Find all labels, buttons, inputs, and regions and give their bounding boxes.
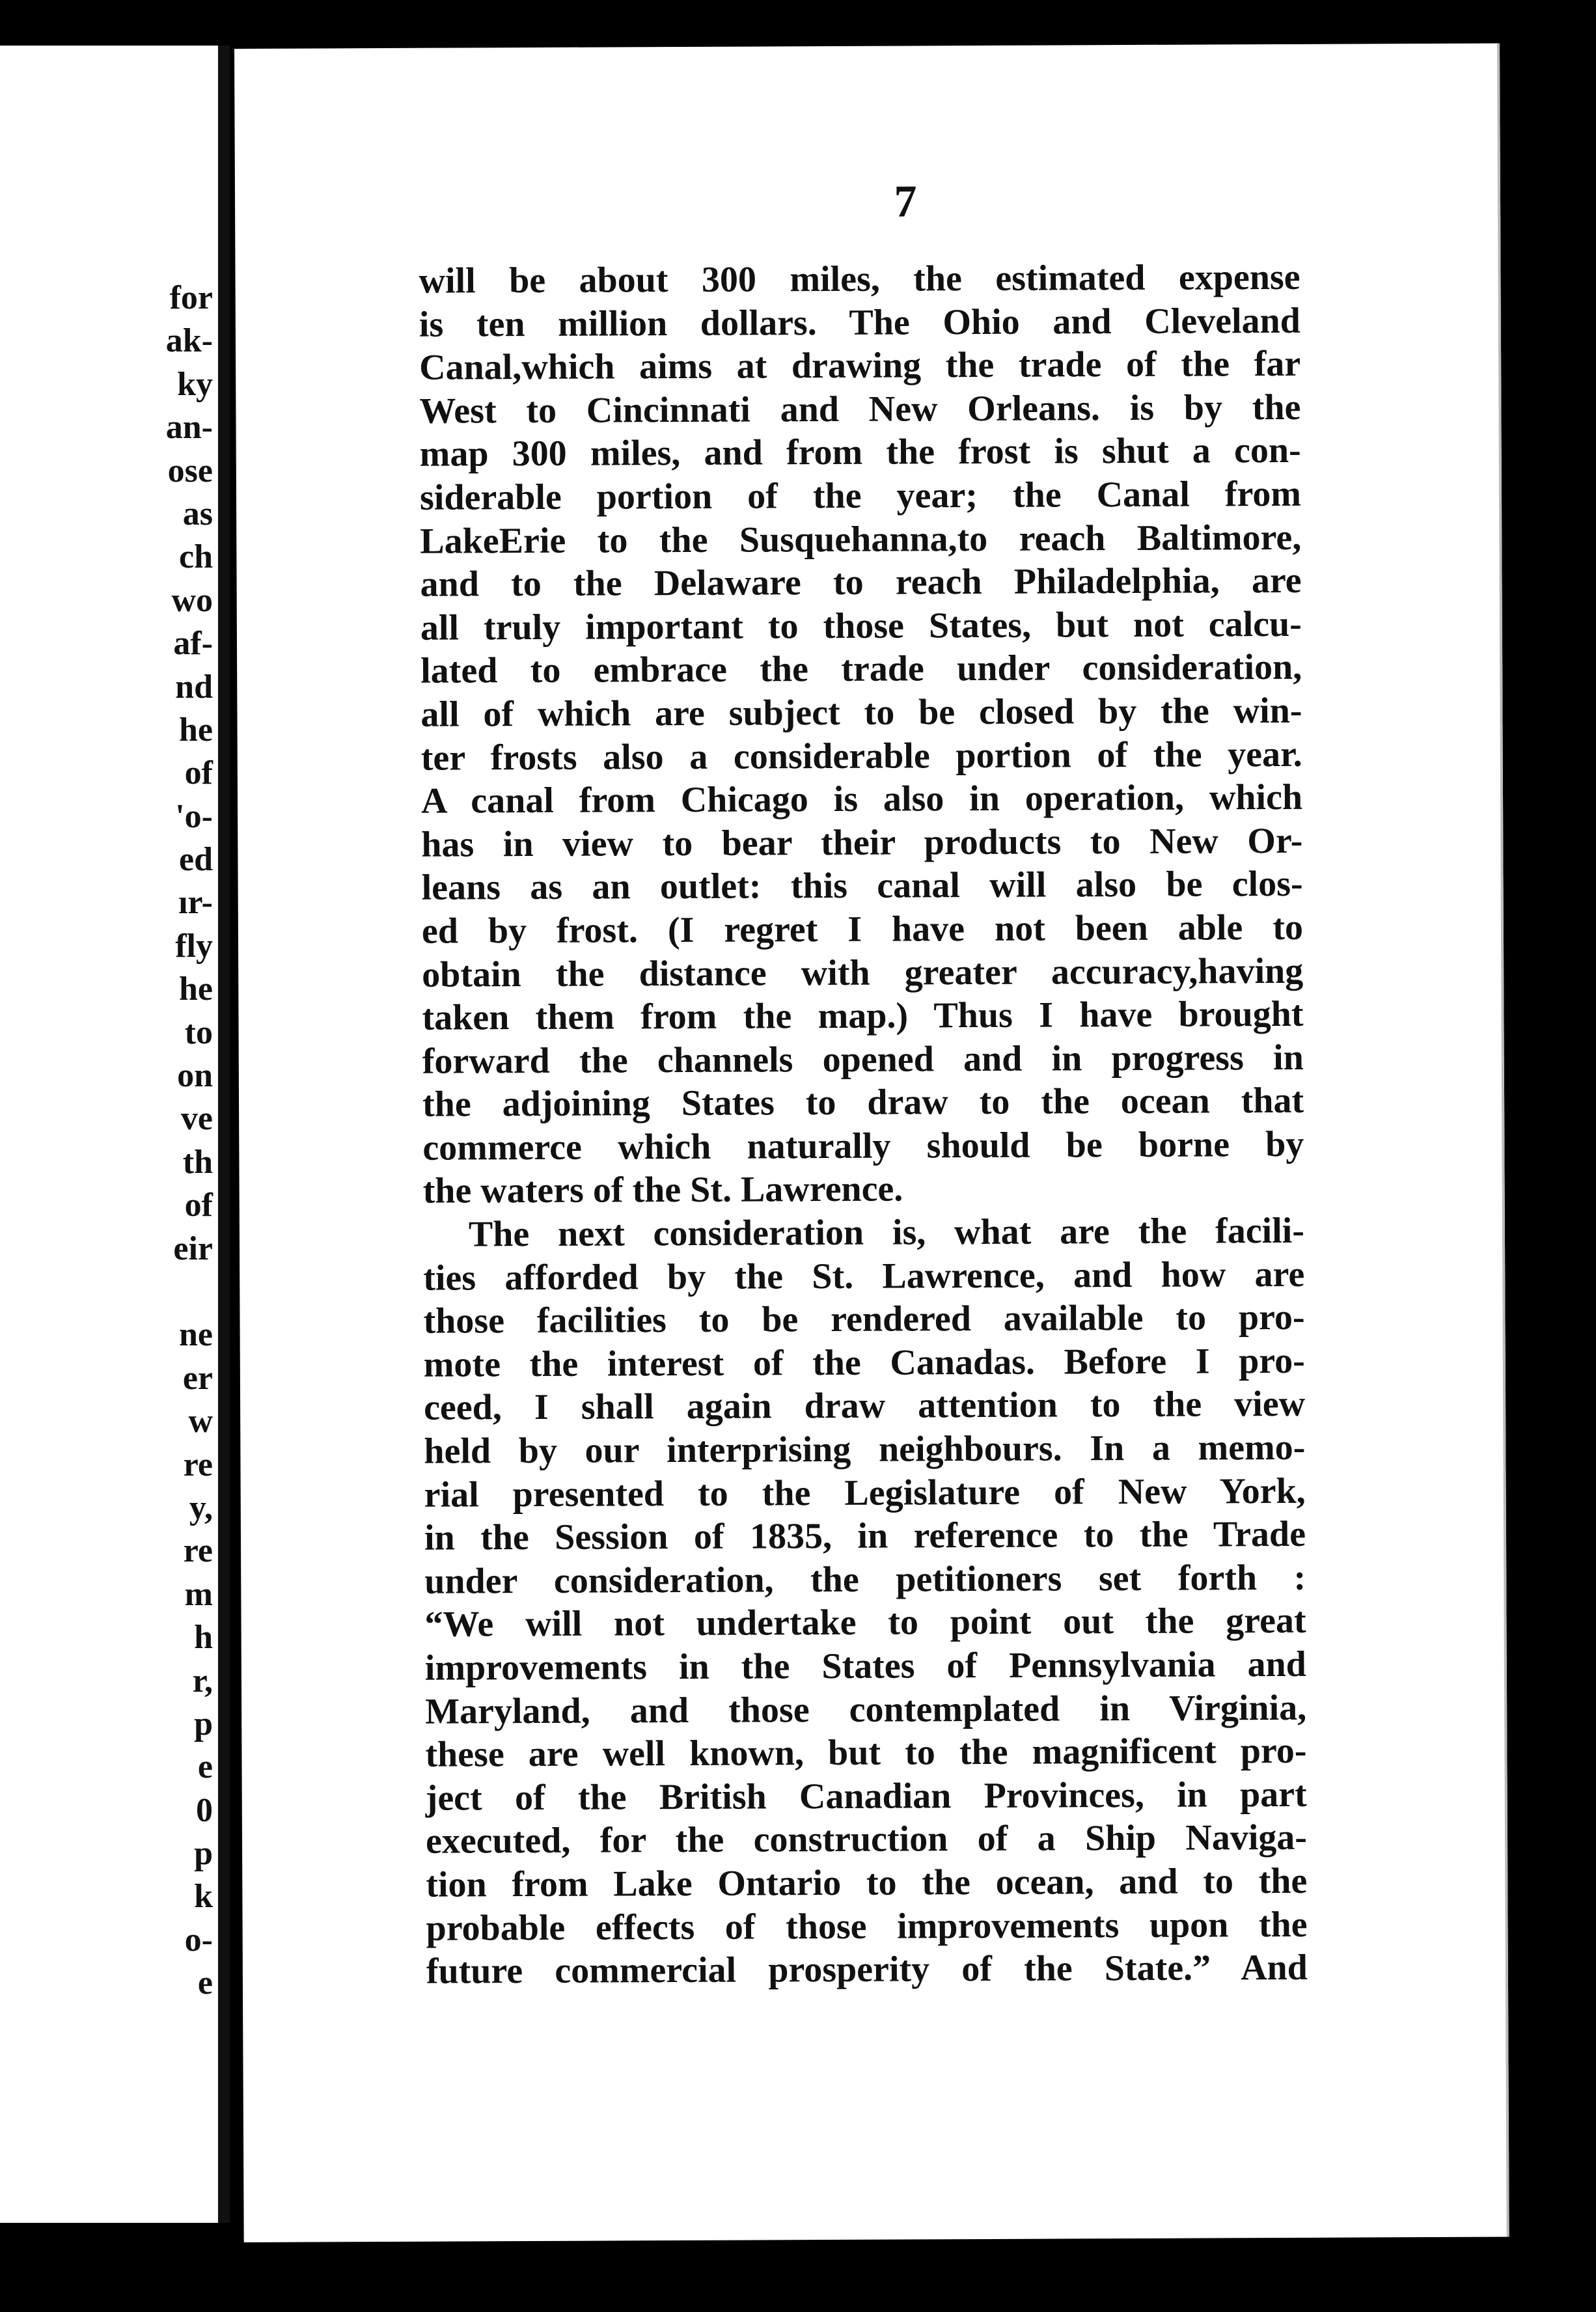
facing-line: ose bbox=[167, 452, 213, 489]
facing-line: nd bbox=[175, 668, 213, 706]
paragraph-start-line: The next consideration is, what are the facili- bbox=[468, 1210, 1305, 1255]
facing-line: er bbox=[182, 1359, 213, 1397]
facing-line: an- bbox=[165, 409, 213, 447]
text-line: lated to embrace the trade under consideration, bbox=[420, 647, 1302, 692]
facing-line: eir bbox=[173, 1230, 213, 1267]
facing-line: p bbox=[194, 1705, 213, 1742]
text-line: executed, for the construction of a Ship Naviga- bbox=[425, 1817, 1308, 1862]
facing-line: o- bbox=[184, 1921, 213, 1959]
text-line: West to Cincinnati and New Orleans. is by the bbox=[419, 387, 1301, 432]
facing-line: ve bbox=[180, 1100, 213, 1138]
facing-line bbox=[166, 1271, 213, 1314]
facing-line: ne bbox=[179, 1316, 213, 1354]
text-line: the waters of the St. Lawrence. bbox=[422, 1169, 903, 1212]
facing-line: ch bbox=[179, 538, 213, 576]
facing-line: re bbox=[183, 1446, 213, 1483]
text-line: tion from Lake Ontario to the ocean, and to the bbox=[426, 1860, 1308, 1905]
facing-line: ır- bbox=[178, 884, 213, 922]
text-line: map 300 miles, and from the frost is shut a con- bbox=[419, 430, 1301, 475]
text-line: is ten million dollars. The Ohio and Cleveland bbox=[419, 300, 1300, 345]
facing-line: wo bbox=[171, 581, 213, 619]
facing-line: m bbox=[184, 1575, 213, 1613]
text-line: held by our interprising neighbours. In a memo- bbox=[424, 1427, 1306, 1472]
facing-line: re bbox=[183, 1532, 213, 1570]
facing-line: p bbox=[194, 1835, 213, 1873]
text-line: future commercial prosperity of the State.” And bbox=[426, 1947, 1308, 1992]
text-line: LakeErie to the Susquehanna,to reach Baltimore, bbox=[420, 517, 1302, 562]
facing-line: 'o- bbox=[175, 797, 213, 835]
book-page bbox=[234, 44, 1509, 2242]
facing-line: 0 bbox=[196, 1791, 213, 1829]
text-line: siderable portion of the year; the Canal from bbox=[419, 473, 1302, 518]
facing-line: on bbox=[177, 1057, 213, 1095]
facing-page bbox=[0, 46, 218, 2223]
text-line: ed by frost. (I regret I have not been able to bbox=[421, 907, 1304, 952]
text-line: under consideration, the petitioners set forth : bbox=[424, 1557, 1306, 1602]
text-line: in the Session of 1835, in reference to the Trade bbox=[424, 1514, 1306, 1558]
facing-line: for bbox=[169, 279, 213, 316]
facing-line: ak- bbox=[165, 322, 213, 360]
text-line: leans as an outlet: this canal will also be clos- bbox=[421, 864, 1303, 909]
text-line: has in view to bear their products to New Or- bbox=[421, 820, 1303, 865]
text-line: these are well known, but to the magnificent pro- bbox=[425, 1731, 1307, 1775]
text-line: ceed, I shall again draw attention to the view bbox=[423, 1384, 1306, 1429]
facing-page-text bbox=[166, 277, 213, 2005]
text-line: rial presented to the Legislature of New York, bbox=[424, 1470, 1306, 1515]
facing-line: r, bbox=[192, 1662, 213, 1700]
facing-line: af- bbox=[173, 625, 213, 663]
page-gutter bbox=[218, 46, 230, 2223]
text-line: forward the channels opened and in progress in bbox=[422, 1037, 1304, 1082]
text-line: improvements in the States of Pennsylvania and bbox=[424, 1644, 1306, 1688]
text-line: taken them from the map.) Thus I have brought bbox=[422, 993, 1304, 1038]
text-line: A canal from Chicago is also in operation, which bbox=[420, 777, 1303, 821]
text-line: Maryland, and those contemplated in Virginia, bbox=[425, 1687, 1307, 1732]
facing-line: e bbox=[197, 1748, 213, 1786]
text-line: Canal,which aims at drawing the trade of the far bbox=[419, 344, 1301, 388]
facing-line: fly bbox=[175, 927, 213, 965]
text-line: probable effects of those improvements upon the bbox=[426, 1904, 1308, 1949]
facing-line: ed bbox=[179, 841, 213, 879]
facing-line: to bbox=[184, 1013, 213, 1051]
facing-line: k bbox=[194, 1878, 213, 1916]
facing-line: of bbox=[184, 1187, 213, 1224]
facing-line: e bbox=[197, 1964, 213, 2002]
text-line: obtain the distance with greater accuracy,having bbox=[422, 950, 1304, 995]
text-line: mote the interest of the Canadas. Before I pro- bbox=[423, 1340, 1305, 1385]
facing-line: w bbox=[188, 1403, 213, 1440]
facing-line: he bbox=[179, 711, 213, 749]
text-line: all of which are subject to be closed by the win- bbox=[420, 690, 1302, 735]
facing-line: ky bbox=[177, 365, 213, 403]
page-body bbox=[419, 256, 1308, 1994]
text-line: commerce which naturally should be borne by bbox=[422, 1123, 1304, 1168]
facing-line: he bbox=[179, 970, 213, 1008]
text-line: the adjoining States to draw to the ocean that bbox=[422, 1080, 1304, 1125]
text-line: those facilities to be rendered available to pro- bbox=[423, 1297, 1305, 1342]
text-line: “We will not undertake to point out the great bbox=[424, 1601, 1306, 1645]
facing-line: h bbox=[194, 1619, 213, 1657]
text-line: will be about 300 miles, the estimated expense bbox=[419, 256, 1300, 301]
facing-line: as bbox=[182, 495, 213, 532]
facing-line: y, bbox=[189, 1489, 213, 1526]
page-number: 7 bbox=[894, 176, 917, 227]
text-line: and to the Delaware to reach Philadelphia, are bbox=[420, 560, 1302, 605]
text-line: all truly important to those States, but not calcu- bbox=[420, 603, 1302, 648]
facing-line: th bbox=[182, 1143, 213, 1181]
text-line: ties afforded by the St. Lawrence, and how are bbox=[423, 1254, 1305, 1299]
text-line: ject of the British Canadian Provinces, in part bbox=[425, 1774, 1307, 1819]
facing-line: of bbox=[184, 754, 213, 792]
text-line: ter frosts also a considerable portion of the year. bbox=[420, 734, 1302, 778]
